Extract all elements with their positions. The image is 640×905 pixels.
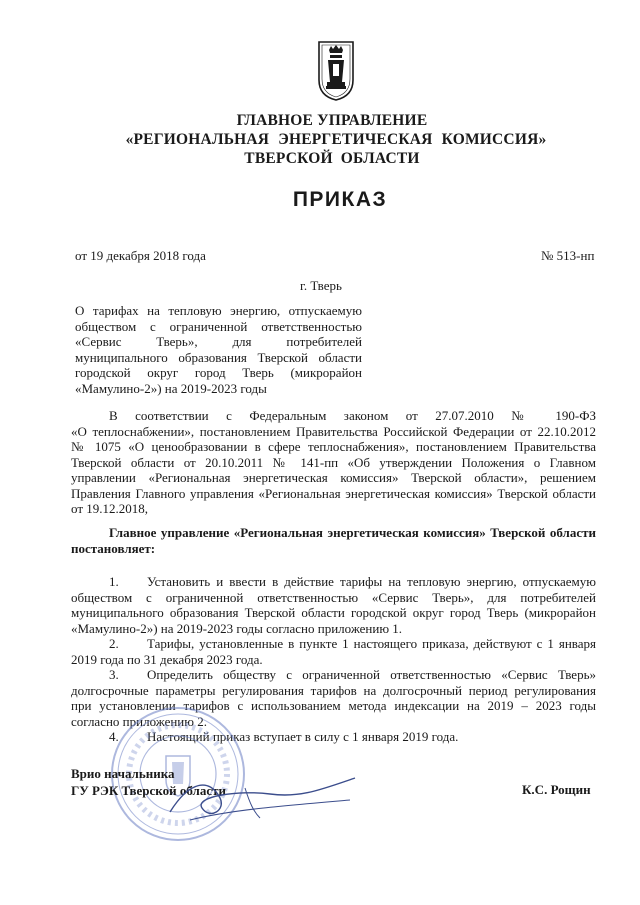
subject-line: муниципального образования Тверской области <box>75 349 362 365</box>
item-line: долгосрочные параметры регулирования тарифов на долгосрочный период регулирования <box>71 682 596 698</box>
preamble-line: В соответствии с Федеральным законом от 27.07.2010 № 190-ФЗ <box>109 408 596 423</box>
preamble-line: «О теплоснабжении», постановлением Правительства Российской Федерации от 22.10.2012 <box>71 423 596 439</box>
item-line: согласно приложению 2. <box>71 713 207 729</box>
item-number: 3. <box>109 667 119 682</box>
preamble-line: Тверской области от 20.10.2011 № 141-пп «Об утверждении Положения о Главном <box>71 454 596 470</box>
signatory-position-line: Врио начальника <box>71 766 175 781</box>
org-name-line-1: ГЛАВНОЕ УПРАВЛЕНИЕ <box>236 112 428 129</box>
item-line: 3. Определить обществу с ограниченной ответственностью «Сервис Тверь» <box>71 667 596 683</box>
signatory-position-line: ГУ РЭК Тверской области <box>71 783 226 798</box>
subject-line: «Сервис Тверь», для потребителей <box>75 334 362 349</box>
order-number: № 513-нп <box>541 248 595 263</box>
preamble-line: № 1075 «О ценообразовании в сфере теплоснабжения», постановлением Правительства <box>71 439 596 454</box>
item-line: обществом с ограниченной ответственностью «Сервис Тверь», для потребителей <box>71 589 596 605</box>
org-name-line-2: «РЕГИОНАЛЬНАЯ ЭНЕРГЕТИЧЕСКАЯ КОМИССИЯ» <box>125 131 547 148</box>
order-date: от 19 декабря 2018 года <box>75 248 206 263</box>
preamble-line: управлении «Региональная энергетическая комиссия» Тверской области», решением <box>71 470 596 485</box>
resolve-paragraph <box>71 525 596 556</box>
item-number: 4. <box>109 729 119 744</box>
item-number: 2. <box>109 636 119 651</box>
item-line: 4. Настоящий приказ вступает в силу с 1 января 2019 года. <box>71 729 596 745</box>
handwritten-signature-icon <box>150 760 370 830</box>
item-line: 2019 года по 31 декабря 2023 года. <box>71 651 263 667</box>
org-name-line-3: ТВЕРСКОЙ ОБЛАСТИ <box>244 150 420 167</box>
preamble-paragraph <box>71 408 596 517</box>
resolve-line: постановляет: <box>71 540 156 556</box>
order-subject <box>75 303 362 396</box>
item-line: 1. Установить и ввести в действие тарифы на тепловую энергию, отпускаемую <box>71 574 596 590</box>
resolve-line: Главное управление «Региональная энергетическая комиссия» Тверской области <box>109 525 596 540</box>
order-item <box>71 636 596 667</box>
subject-line: О тарифах на тепловую энергию, отпускаемую <box>75 303 362 318</box>
item-line: «Мамулино-2») на 2019-2023 годы согласно приложению 1. <box>71 620 403 636</box>
item-line: 2. Тарифы, установленные в пункте 1 настоящего приказа, действуют с 1 января <box>71 636 596 652</box>
preamble-line: Правления Главного управления «Региональная энергетическая комиссия» Тверской области <box>71 485 596 501</box>
order-item <box>71 574 596 636</box>
preamble-line: от 19.12.2018, <box>71 501 149 516</box>
subject-line: городской округ город Тверь (микрорайон <box>75 365 362 380</box>
item-line: муниципального образования Тверской области городской округ город Тверь (микрорайон <box>71 605 596 620</box>
signatory-name: К.С. Рощин <box>522 782 591 797</box>
order-city: г. Тверь <box>300 278 342 293</box>
item-number: 1. <box>109 574 119 589</box>
subject-line: «Мамулино-2») на 2019-2023 годы <box>75 380 267 396</box>
subject-line: обществом с ограниченной ответственностью <box>75 318 362 334</box>
document-title: ПРИКАЗ <box>292 188 388 211</box>
item-line: при установлении тарифов с использованием метода индексации на 2019 – 2023 годы <box>71 698 596 713</box>
tver-coat-of-arms-icon <box>316 40 356 102</box>
